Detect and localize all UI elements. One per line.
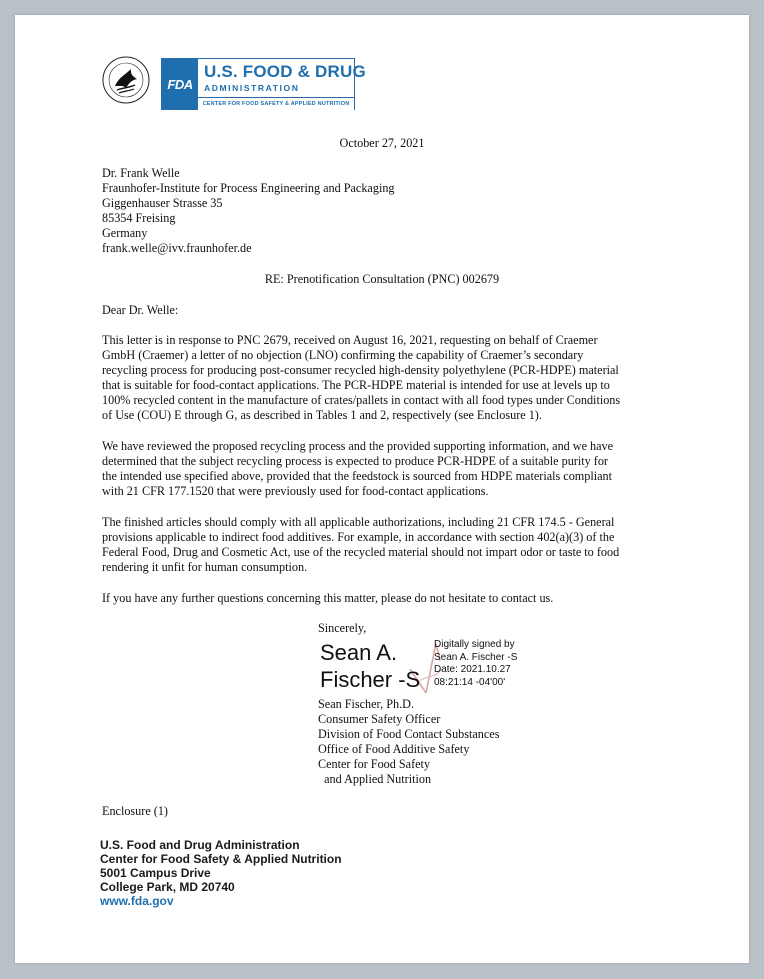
recipient-address xyxy=(102,166,395,256)
digital-signature xyxy=(318,639,548,695)
signer-name: Sean Fischer, Ph.D. xyxy=(318,697,414,711)
signer-title: Consumer Safety Officer xyxy=(318,712,441,726)
paragraph-line: We have reviewed the proposed recycling process and the provided supporting information, and we have xyxy=(102,439,614,453)
paragraph-line: of Use (COU) E through G, as described in Tables 1 and 2, respectively (see Enclosure 1). xyxy=(102,408,542,422)
footer-address xyxy=(100,838,342,908)
recipient-organization: Fraunhofer-Institute for Process Engineering and Packaging xyxy=(102,181,395,195)
paragraph-line: 100% recycled content in the manufacture of crates/pallets in contact with all food types under Conditions xyxy=(102,393,621,407)
footer-city: College Park, MD 20740 xyxy=(100,880,235,894)
paragraph-line: GmbH (Craemer) a letter of no objection (LNO) confirming the capability of Craemer’s secondary xyxy=(102,348,584,362)
recipient-email: frank.welle@ivv.fraunhofer.de xyxy=(102,241,252,255)
center-name: CENTER FOR FOOD SAFETY & APPLIED NUTRITION xyxy=(198,97,354,110)
recipient-city: 85354 Freising xyxy=(102,211,176,225)
body-paragraph-1 xyxy=(102,333,620,423)
paragraph-line: that is suitable for food-contact applications. The PCR-HDPE material is intended for use at levels up to xyxy=(102,378,610,392)
paragraph-line: determined that the subject recycling process is expected to produce PCR-HDPE of a suitable purity for xyxy=(102,454,608,468)
body-paragraph-4 xyxy=(102,591,553,606)
footer-street: 5001 Campus Drive xyxy=(100,866,211,880)
recipient-country: Germany xyxy=(102,226,148,240)
paragraph-line: recycling process for producing post-consumer recycled high-density polyethylene (PCR-HDPE) material xyxy=(102,363,619,377)
paragraph-line: The finished articles should comply with all applicable authorizations, including 21 CFR 174.5 - General xyxy=(102,515,615,529)
hhs-seal-icon xyxy=(101,55,151,105)
paragraph-line: This letter is in response to PNC 2679, received on August 16, 2021, requesting on behalf of Craemer xyxy=(102,333,598,347)
body-paragraph-3 xyxy=(102,515,619,575)
signer-office: Office of Food Additive Safety xyxy=(318,742,470,756)
paragraph-line: the intended use specified above, provided that the feedstock is sourced from HDPE materials compliant xyxy=(102,469,613,483)
footer-website-link[interactable]: www.fda.gov xyxy=(100,894,174,908)
signer-center-cont: and Applied Nutrition xyxy=(318,772,432,786)
closing: Sincerely, xyxy=(318,621,367,635)
body-paragraph-2 xyxy=(102,439,613,499)
recipient-name: Dr. Frank Welle xyxy=(102,166,180,180)
signature-details: Digitally signed by Sean A. Fischer -S Date: 2021.10.27 08:21:14 -04'00' xyxy=(434,639,518,688)
recipient-street: Giggenhauser Strasse 35 xyxy=(102,196,223,210)
fda-mark: FDA xyxy=(162,59,198,109)
paragraph-line: provisions applicable to indirect food additives. For example, in accordance with section 402(a)(3) of the xyxy=(102,530,615,544)
letter-page xyxy=(15,15,749,963)
signature-name: Sean A. Fischer -S xyxy=(320,640,421,692)
paragraph-line: with 21 CFR 177.1520 that were previously used for food-contact applications. xyxy=(102,484,489,498)
salutation: Dear Dr. Welle: xyxy=(102,303,179,317)
paragraph-line: Federal Food, Drug and Cosmetic Act, use of the recycled material should not impart odor or taste to food xyxy=(102,545,620,559)
signer-division: Division of Food Contact Substances xyxy=(318,727,500,741)
fda-logo xyxy=(161,58,366,110)
paragraph-line: If you have any further questions concerning this matter, please do not hesitate to contact us. xyxy=(102,591,554,605)
re-line: RE: Prenotification Consultation (PNC) 002679 xyxy=(264,272,500,286)
signer-center: Center for Food Safety xyxy=(318,757,431,771)
letter-date: October 27, 2021 xyxy=(339,136,425,150)
footer-center: Center for Food Safety & Applied Nutrition xyxy=(100,852,342,866)
signer-block xyxy=(318,697,499,787)
agency-name-line2: ADMINISTRATION xyxy=(204,83,300,93)
agency-name-line1: U.S. FOOD & DRUG xyxy=(204,62,366,81)
footer-agency: U.S. Food and Drug Administration xyxy=(100,838,300,852)
enclosure-note: Enclosure (1) xyxy=(102,804,168,818)
paragraph-line: rendering it unfit for human consumption. xyxy=(102,560,308,574)
